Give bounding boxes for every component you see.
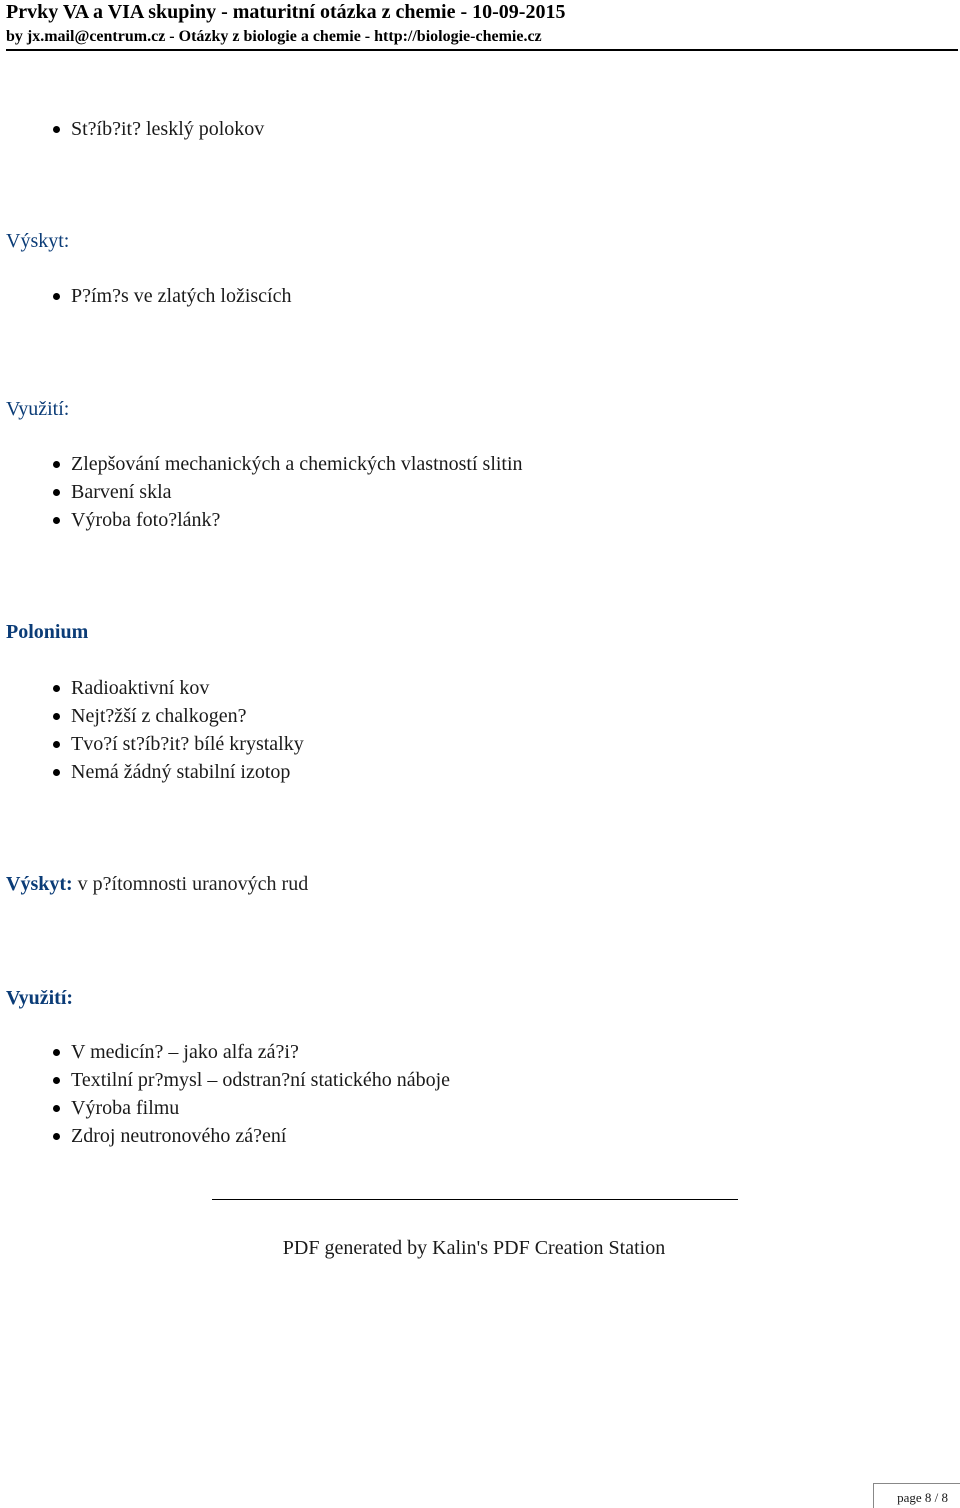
list-item: P?ím?s ve zlatých ložiscích xyxy=(0,282,291,310)
section-heading-label: Polonium xyxy=(6,621,89,643)
section-heading-label: Výskyt: xyxy=(6,230,70,252)
list-item: Výroba foto?lánk? xyxy=(0,506,523,534)
bullet-list-vyuziti-polonium xyxy=(0,1038,450,1150)
section-heading-vyuziti-polonium xyxy=(6,986,73,1010)
pdf-generator-credit: PDF generated by Kalin's PDF Creation Station xyxy=(282,1237,666,1259)
document-title: Prvky VA a VIA skupiny - maturitní otázka z chemie - 10-09-2015 xyxy=(6,1,566,23)
section-heading-vyuziti xyxy=(6,397,69,421)
bullet-list-polonium xyxy=(0,674,304,786)
section-heading-label: Využití: xyxy=(6,987,74,1009)
list-item: St?íb?it? lesklý polokov xyxy=(0,115,264,143)
bullet-list-intro xyxy=(0,115,264,143)
list-item: Zlepšování mechanických a chemických vlastností slitin xyxy=(0,450,523,478)
list-item: Textilní pr?mysl – odstran?ní statického náboje xyxy=(0,1066,450,1094)
document-byline: by jx.mail@centrum.cz - Otázky z biologie a chemie - http://biologie-chemie.cz xyxy=(6,28,542,45)
list-item: Zdroj neutronového zá?ení xyxy=(0,1122,450,1150)
section-heading-vyskyt xyxy=(6,229,69,253)
page-number: page 8 / 8 xyxy=(897,1490,948,1505)
section-heading-label: Využití: xyxy=(6,398,70,420)
header-divider xyxy=(6,49,958,51)
list-item: V medicín? – jako alfa zá?i? xyxy=(0,1038,450,1066)
footer-divider xyxy=(212,1199,738,1200)
list-item: Barvení skla xyxy=(0,478,523,506)
list-item: Nemá žádný stabilní izotop xyxy=(0,758,304,786)
section-heading-vyskyt-polonium xyxy=(6,872,308,896)
list-item: Výroba filmu xyxy=(0,1094,450,1122)
list-item: Nejt?žší z chalkogen? xyxy=(0,702,304,730)
section-heading-polonium xyxy=(6,620,88,644)
bullet-list-vyuziti xyxy=(0,450,523,534)
list-item: Tvo?í st?íb?it? bílé krystalky xyxy=(0,730,304,758)
list-item: Radioaktivní kov xyxy=(0,674,304,702)
section-heading-label: Výskyt: xyxy=(6,873,73,895)
section-heading-text: v p?ítomnosti uranových rud xyxy=(72,873,309,895)
bullet-list-vyskyt xyxy=(0,282,291,310)
